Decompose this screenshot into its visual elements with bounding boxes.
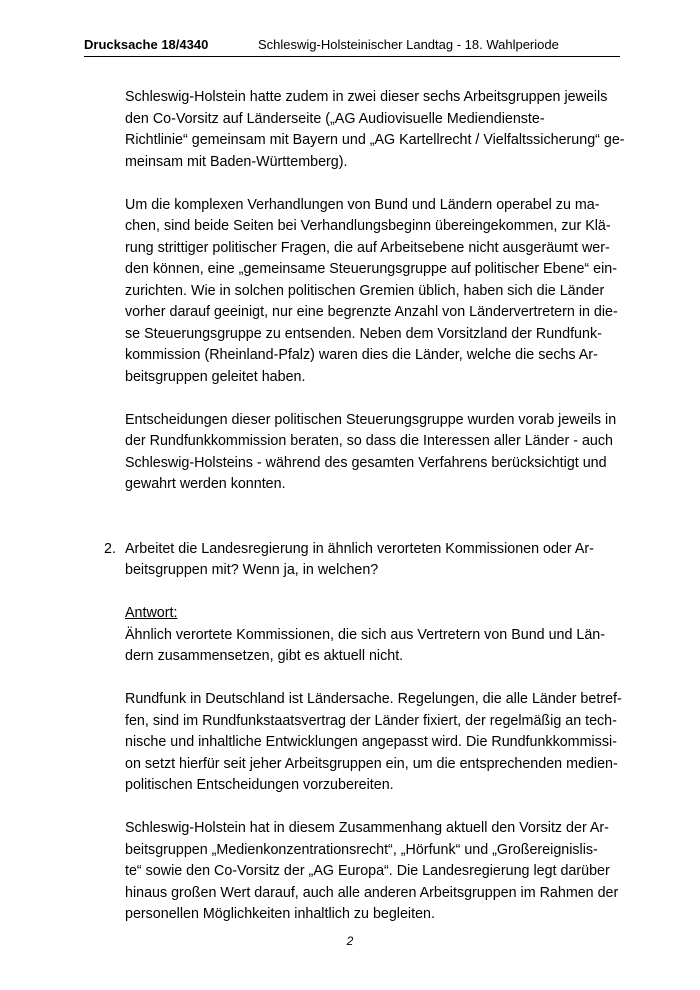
text-line: Rundfunk in Deutschland ist Ländersache. Regelungen, die alle Länder betref-: [125, 691, 622, 707]
text-line: Richtlinie“ gemeinsam mit Bayern und „AG Kartellrecht / Vielfaltssicherung“ ge-: [125, 132, 625, 148]
text-line: Schleswig-Holsteins - während des gesamten Verfahrens berücksichtigt und: [125, 454, 607, 471]
text-line: fen, sind im Rundfunkstaatsvertrag der Länder fixiert, der regelmäßig an tech-: [125, 712, 617, 729]
text-line: gewahrt werden konnten.: [125, 476, 286, 492]
question-line: beitsgruppen mit? Wenn ja, in welchen?: [125, 562, 379, 578]
text-line: chen, sind beide Seiten bei Verhandlungsbeginn übereingekommen, zur Klä-: [125, 218, 611, 234]
paragraph-decisions: [125, 410, 617, 496]
paragraph-gap: [125, 388, 603, 410]
text-line: kommission (Rheinland-Pfalz) waren dies die Länder, welche die sechs Ar-: [125, 347, 598, 363]
text-line: hinaus großen Wert darauf, auch alle anderen Arbeitsgruppen im Rahmen der: [125, 884, 619, 901]
text-line: Schleswig-Holstein hatte zudem in zwei dieser sechs Arbeitsgruppen jeweils: [125, 89, 608, 105]
question-number: 2.: [104, 540, 116, 557]
text-line: der Rundfunkkommission beraten, so dass die Interessen aller Länder - auch: [125, 433, 613, 449]
paragraph-gap: [125, 797, 603, 819]
question-line: Arbeitet die Landesregierung in ähnlich verorteten Kommissionen oder Ar-: [125, 540, 594, 557]
text-line: meinsam mit Baden-Württemberg).: [125, 153, 348, 170]
text-line: beitsgruppen „Medienkonzentrationsrecht“, „Hörfunk“ und „Großereignislis-: [125, 841, 598, 858]
text-line: den Co-Vorsitz auf Länderseite („AG Audiovisuelle Mediendienste-: [125, 110, 545, 127]
text-line: te“ sowie den Co-Vorsitz der „AG Europa“. Die Landesregierung legt darüber: [125, 863, 610, 879]
text-line: personellen Möglichkeiten inhaltlich zu begleiten.: [125, 906, 435, 922]
section-gap: [125, 496, 603, 539]
document-number: Drucksache 18/4340: [84, 37, 209, 52]
paragraph-gap: [125, 582, 603, 604]
text-line: Ähnlich verortete Kommissionen, die sich aus Vertretern von Bund und Län-: [125, 626, 606, 643]
question-2: [104, 539, 603, 582]
text-line: nische und inhaltliche Entwicklungen angepasst wird. Die Rundfunkkommissi-: [125, 734, 617, 750]
text-line: politischen Entscheidungen vorzubereiten.: [125, 777, 394, 793]
paragraph-gap: [125, 173, 603, 195]
text-line: den können, eine „gemeinsame Steuerungsgruppe auf politischer Ebene“ ein-: [125, 261, 617, 277]
text-line: vorher darauf geeinigt, nur eine begrenzte Anzahl von Ländervertretern in die-: [125, 304, 618, 320]
answer-section: [125, 603, 622, 926]
paragraph-gap: [125, 668, 603, 690]
text-line: on setzt hierfür seit jeher Arbeitsgruppen ein, um die entsprechenden medien-: [125, 755, 618, 772]
parliament-period: Schleswig-Holsteinischer Landtag - 18. Wahlperiode: [258, 37, 559, 52]
main-content: [104, 87, 625, 926]
text-line: Um die komplexen Verhandlungen von Bund und Ländern operabel zu ma-: [125, 196, 600, 213]
text-line: Entscheidungen dieser politischen Steuerungsgruppe wurden vorab jeweils in: [125, 411, 617, 428]
paragraph-co-chair: [125, 87, 625, 173]
paragraph-steering-group: [125, 195, 618, 389]
answer-label: Antwort:: [125, 605, 178, 621]
page-header: [84, 36, 620, 57]
text-line: se Steuerungsgruppe zu entsenden. Neben dem Vorsitzland der Rundfunk-: [125, 325, 602, 342]
text-line: beitsgruppen geleitet haben.: [125, 368, 306, 385]
text-line: rung strittiger politischer Fragen, die auf Arbeitsebene nicht ausgeräumt wer-: [125, 239, 610, 256]
text-line: dern zusammensetzen, gibt es aktuell nicht.: [125, 648, 404, 664]
page-number: 2: [346, 934, 354, 948]
text-line: zurichten. Wie in solchen politischen Gremien üblich, haben sich die Länder: [125, 282, 605, 299]
text-line: Schleswig-Holstein hat in diesem Zusammenhang aktuell den Vorsitz der Ar-: [125, 820, 609, 836]
